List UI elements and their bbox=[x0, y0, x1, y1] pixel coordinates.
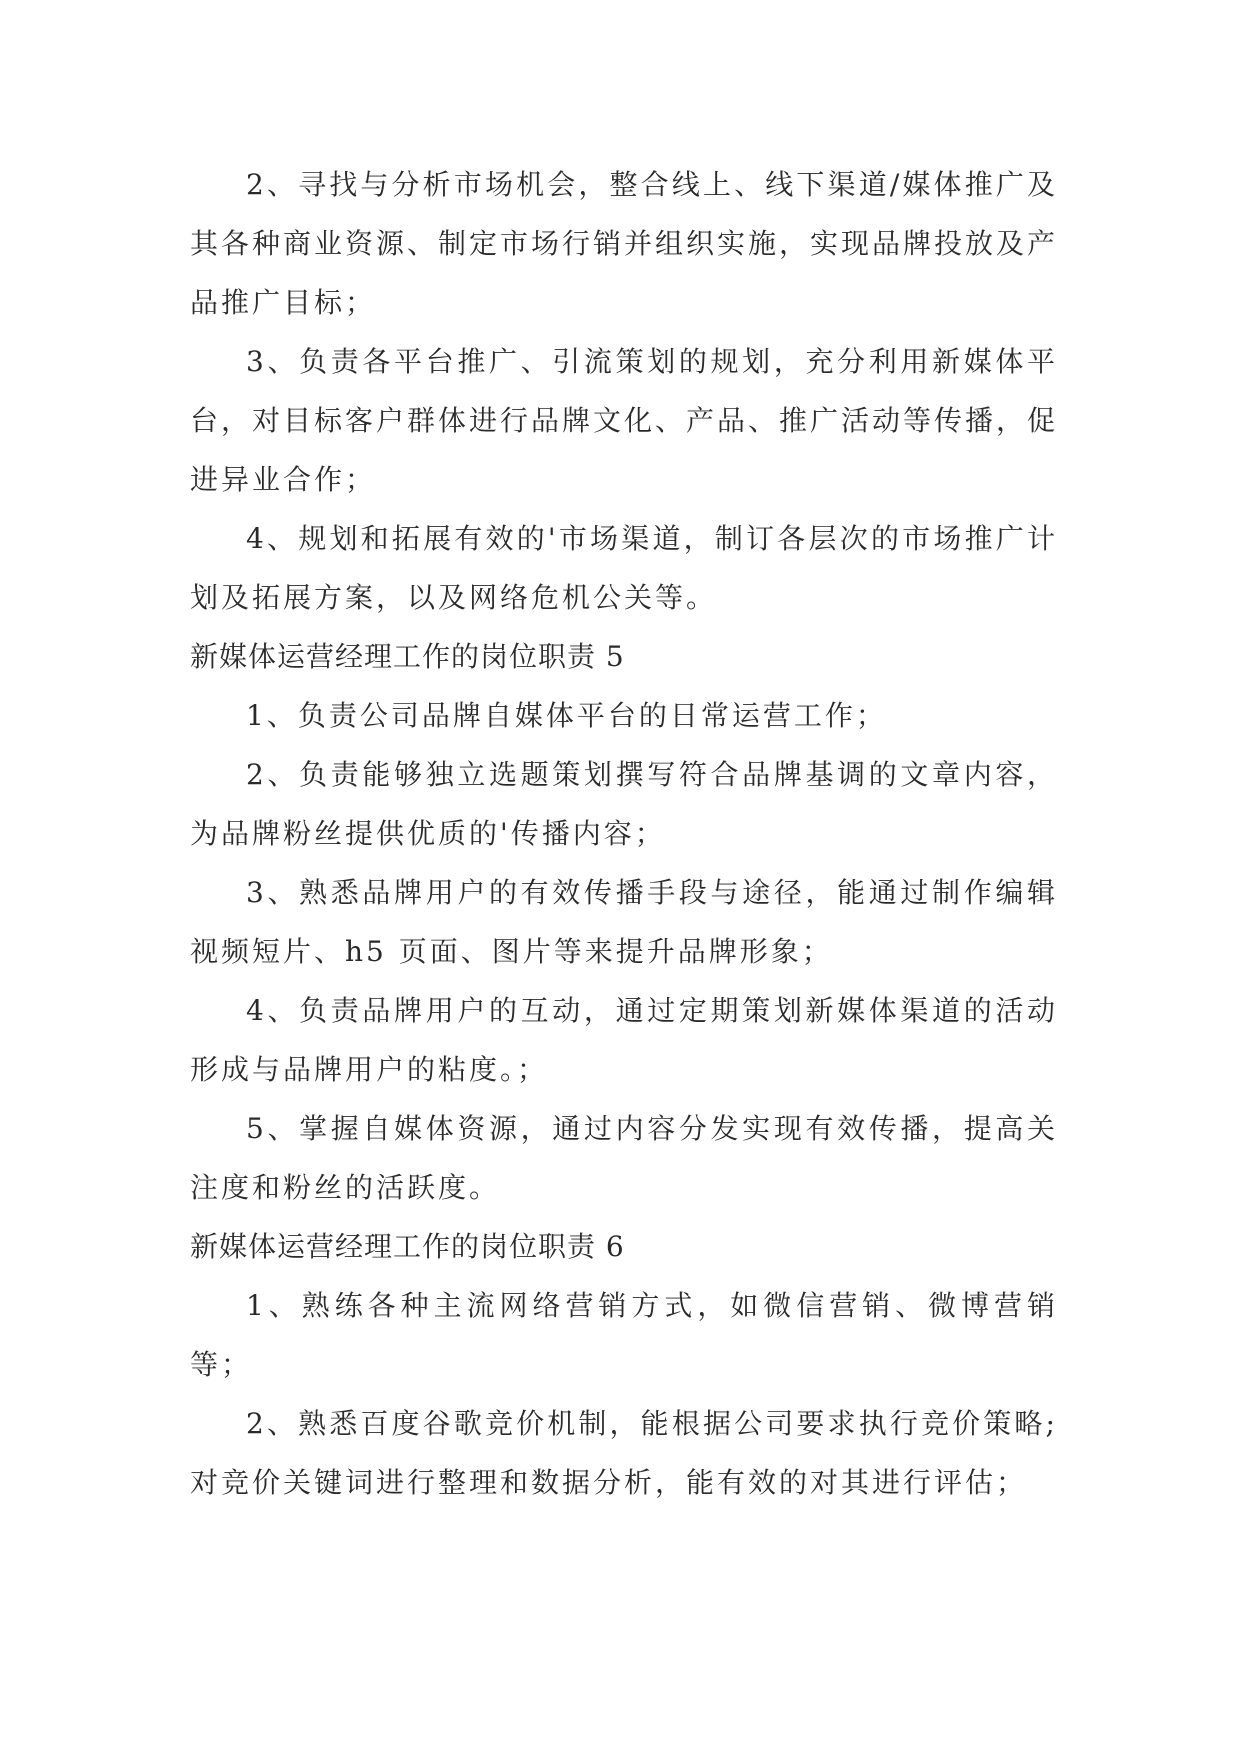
paragraph-5-3-brand-image: 3、熟悉品牌用户的有效传播手段与途径，能通过制作编辑视频短片、h5 页面、图片等来提升品牌形象； bbox=[190, 876, 1058, 968]
paragraph-5-2-content-planning: 2、负责能够独立选题策划撰写符合品牌基调的文章内容，为品牌粉丝提供优质的'传播内容； bbox=[190, 758, 1058, 850]
paragraph-6-2-bidding-strategy: 2、熟悉百度谷歌竞价机制，能根据公司要求执行竞价策略;对竞价关键词进行整理和数据分析，能有效的对其进行评估； bbox=[190, 1407, 1058, 1499]
paragraph-5-5-media-resources: 5、掌握自媒体资源，通过内容分发实现有效传播，提高关注度和粉丝的活跃度。 bbox=[190, 1112, 1058, 1204]
paragraph-5-4-user-interaction: 4、负责品牌用户的互动，通过定期策划新媒体渠道的活动形成与品牌用户的粘度。； bbox=[190, 994, 1058, 1086]
paragraph-6-1-network-marketing: 1、熟练各种主流网络营销方式，如微信营销、微博营销等； bbox=[190, 1289, 1058, 1381]
section-heading-6: 新媒体运营经理工作的岗位职责 6 bbox=[190, 1230, 625, 1263]
section-heading-5: 新媒体运营经理工作的岗位职责 5 bbox=[190, 640, 625, 673]
paragraph-4-market-channels: 4、规划和拓展有效的'市场渠道，制订各层次的市场推广计划及拓展方案，以及网络危机公关等。 bbox=[190, 522, 1058, 614]
paragraph-3-platform-promotion: 3、负责各平台推广、引流策划的规划，充分利用新媒体平台，对目标客户群体进行品牌文化、产品、推广活动等传播，促进异业合作； bbox=[190, 345, 1059, 496]
paragraph-5-1-daily-operation: 1、负责公司品牌自媒体平台的日常运营工作； bbox=[246, 699, 887, 732]
document-body bbox=[190, 155, 1058, 1512]
paragraph-2-market-opportunity: 2、寻找与分析市场机会，整合线上、线下渠道/媒体推广及其各种商业资源、制定市场行销并组织实施，实现品牌投放及产品推广目标； bbox=[190, 168, 1059, 319]
